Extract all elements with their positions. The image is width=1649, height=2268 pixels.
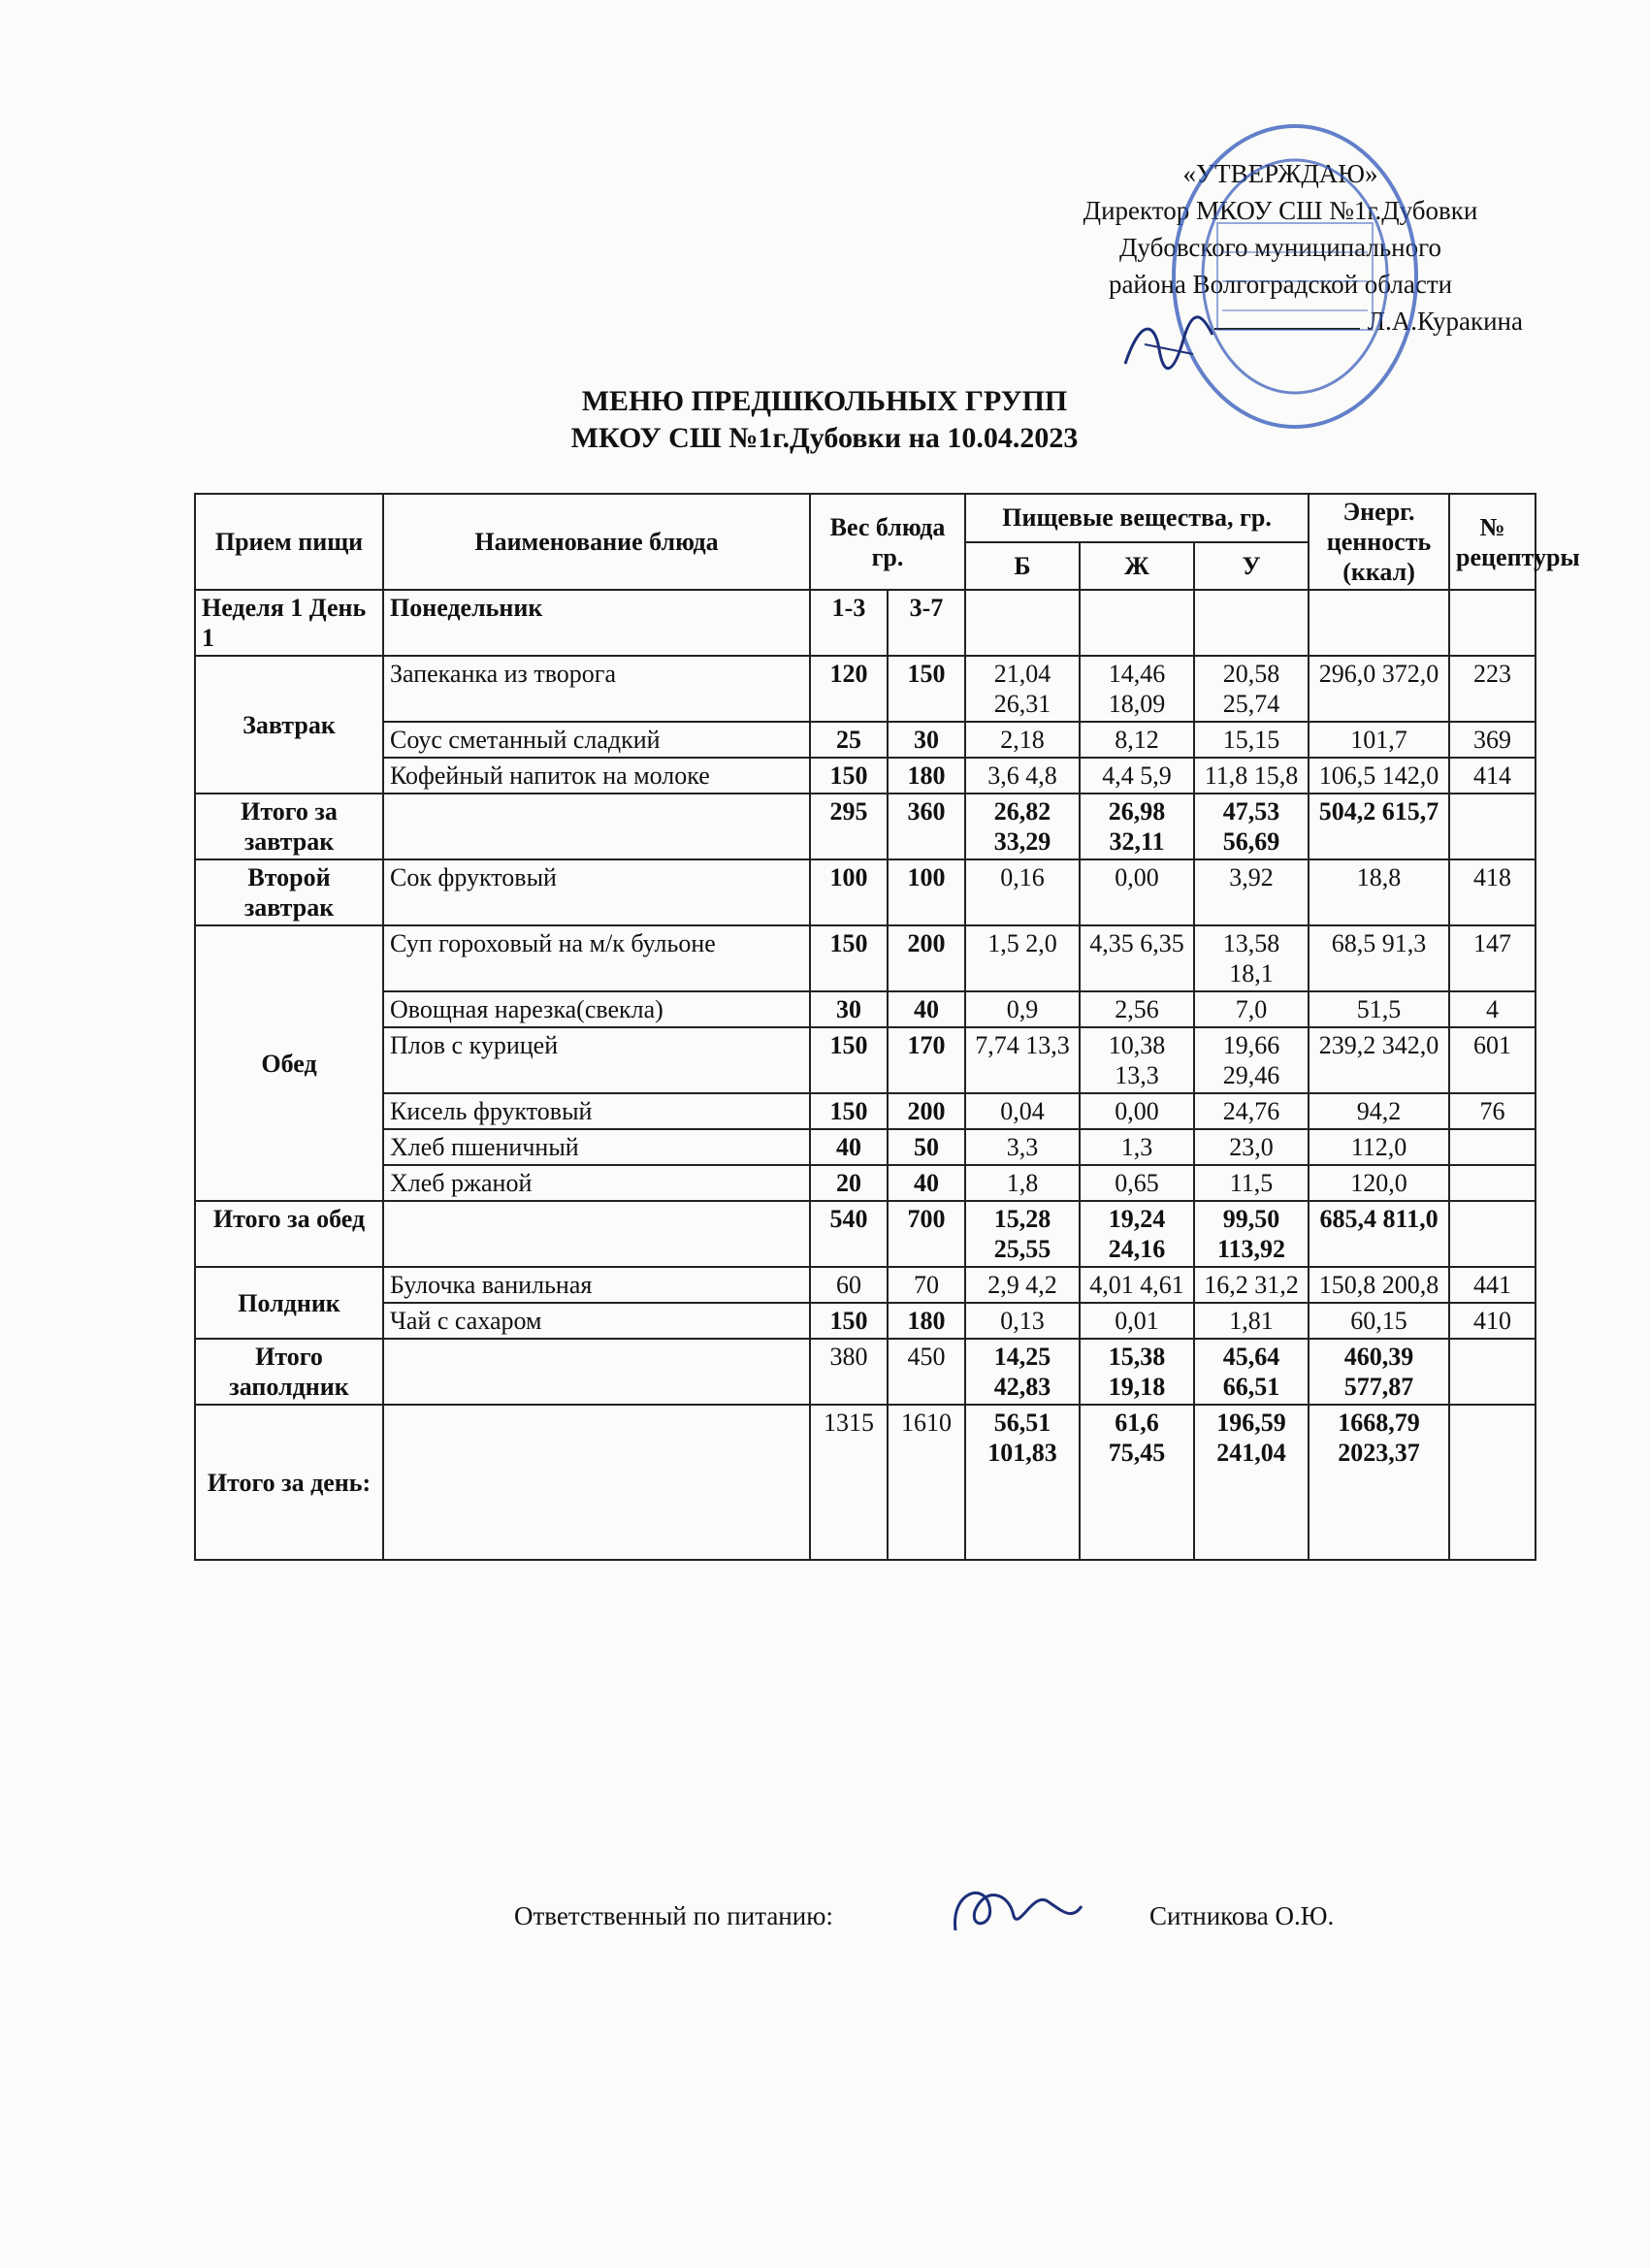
table-row: Полдник Булочка ванильная 60 70 2,9 4,2 4,01 4,61 16,2 31,2 150,8 200,8 441	[195, 1267, 1536, 1303]
menu-table	[194, 493, 1580, 1561]
header-meal: Прием пищи	[195, 494, 383, 590]
meal-second-breakfast: Второй завтрак	[195, 859, 383, 925]
meal-breakfast: Завтрак	[195, 656, 383, 794]
title-line-2: МКОУ СШ №1г.Дубовки на 10.04.2023	[570, 422, 1079, 454]
meal-snack: Полдник	[195, 1267, 383, 1339]
total-row: Итого за завтрак 295 360 26,82 33,29 26,98 32,11 47,53 56,69 504,2 615,7	[195, 794, 1536, 859]
approval-district: Дубовского муниципального	[1119, 233, 1441, 262]
approval-region: района Волгоградской области	[1108, 270, 1453, 299]
table-row: Завтрак Запеканка из творога 120 150 21,04 26,31 14,46 18,09 20,58 25,74 296,0 372,0 223	[195, 656, 1536, 722]
approval-heading: «УТВЕРЖДАЮ»	[1182, 159, 1378, 188]
header-zh: Ж	[1080, 542, 1194, 591]
total-row: Итого за обед 540 700 15,28 25,55 19,24 24,16 99,50 113,92 685,4 811,0	[195, 1201, 1536, 1267]
director-signature	[1116, 310, 1222, 378]
day-total-row: Итого за день: 1315 1610 56,51 101,83 61,6 75,45 196,59 241,04 1668,79 2023,37	[195, 1405, 1536, 1560]
snack-total-label: Итого заполдник	[195, 1339, 383, 1405]
table-row: Кофейный напиток на молоке 150 180 3,6 4,8 4,4 5,9 11,8 15,8 106,5 142,0 414	[195, 758, 1536, 794]
meal-lunch: Обед	[195, 925, 383, 1201]
table-row: Плов с курицей 150 170 7,74 13,3 10,38 13,3 19,66 29,46 239,2 342,0 601	[195, 1027, 1536, 1093]
header-weight: Вес блюда гр.	[810, 494, 965, 590]
header-nutrients: Пищевые вещества, гр.	[965, 494, 1309, 542]
total-row: Итого заполдник 380 450 14,25 42,83 15,38 19,18 45,64 66,51 460,39 577,87	[195, 1339, 1536, 1405]
breakfast-total-label: Итого за завтрак	[195, 794, 383, 859]
lunch-total-label: Итого за обед	[195, 1201, 383, 1267]
table-row: Чай с сахаром 150 180 0,13 0,01 1,81 60,15 410	[195, 1303, 1536, 1339]
header-b: Б	[965, 542, 1080, 591]
table-row: Второй завтрак Сок фруктовый 100 100 0,16 0,00 3,92 18,8 418	[195, 859, 1536, 925]
approval-signer: Л.А.Куракина	[1367, 307, 1523, 336]
week-label: Неделя 1 День 1	[195, 590, 383, 656]
title-line-1: МЕНЮ ПРЕДШКОЛЬНЫХ ГРУПП	[581, 385, 1068, 417]
responsible-signature	[941, 1872, 1086, 1950]
responsible-name: Ситникова О.Ю.	[1149, 1901, 1335, 1930]
header-dish: Наименование блюда	[383, 494, 810, 590]
header-recipe: № рецептуры	[1449, 494, 1536, 590]
age-group-1: 1-3	[810, 590, 888, 656]
week-row	[195, 590, 1536, 656]
table-row: Кисель фруктовый 150 200 0,04 0,00 24,76 94,2 76	[195, 1093, 1536, 1129]
header-row	[195, 494, 1536, 542]
header-u: У	[1194, 542, 1309, 591]
table-row: Овощная нарезка(свекла) 30 40 0,9 2,56 7,0 51,5 4	[195, 991, 1536, 1027]
table-row: Соус сметанный сладкий 25 30 2,18 8,12 15,15 101,7 369	[195, 722, 1536, 758]
document-title	[0, 383, 1649, 457]
approval-position: Директор МКОУ СШ №1г.Дубовки	[1083, 196, 1478, 225]
table-row: Хлеб пшеничный 40 50 3,3 1,3 23,0 112,0	[195, 1129, 1536, 1165]
age-group-2: 3-7	[888, 590, 965, 656]
day-total-label: Итого за день:	[195, 1405, 383, 1560]
table-row: Хлеб ржаной 20 40 1,8 0,65 11,5 120,0	[195, 1165, 1536, 1201]
responsible-label: Ответственный по питанию:	[514, 1901, 833, 1930]
table-row: Обед Суп гороховый на м/к бульоне 150 200 1,5 2,0 4,35 6,35 13,58 18,1 68,5 91,3 147	[195, 925, 1536, 991]
day-label: Понедельник	[383, 590, 810, 656]
header-energy: Энерг. ценность (ккал)	[1309, 494, 1449, 590]
